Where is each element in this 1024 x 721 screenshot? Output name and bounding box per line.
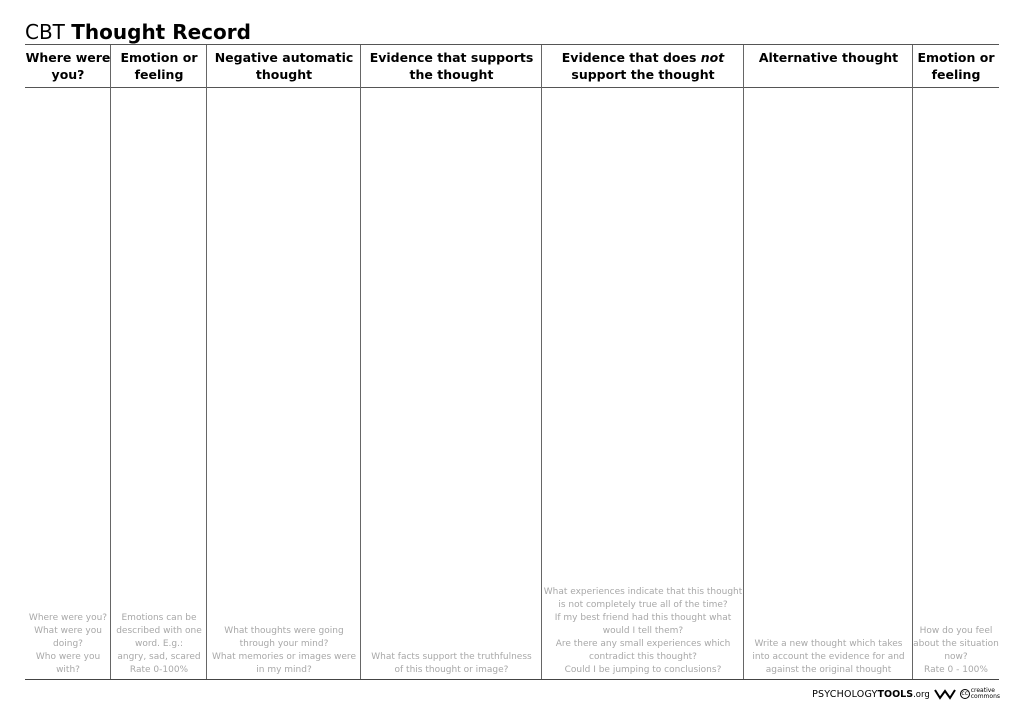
column-hint: What thoughts were going through your mind? What memories or images were in my mind? <box>212 626 356 675</box>
emblem-icon <box>934 688 956 700</box>
page-title <box>25 20 251 44</box>
column-hint: Write a new thought which takes into account the evidence for and against the original thought <box>752 639 905 675</box>
column-hint: How do you feel about the situation now? Rate 0 - 100% <box>913 626 999 675</box>
cc-icon: cc <box>961 690 969 697</box>
column-evidence-not-supports[interactable] <box>542 45 744 679</box>
column-header: Evidence that supports the thought <box>369 50 534 82</box>
column-hint: What experiences indicate that this thought is not completely true all of the time? If my best friend had this thought what would I tell them? Are there any small experiences which contradict this thought? Could I be jumping to conclusions? <box>543 587 743 675</box>
column-header <box>542 49 744 83</box>
column-emotion[interactable] <box>111 45 207 679</box>
column-where[interactable] <box>25 45 111 679</box>
column-hint: Where were you? What were you doing? Who were you with? <box>28 613 108 675</box>
brand-part: TOOLS <box>877 688 914 700</box>
header-emphasis: not <box>700 50 725 65</box>
column-header: Emotion or feeling <box>917 50 995 82</box>
column-hint: Emotions can be described with one word. E.g.: angry, sad, scared Rate 0-100% <box>116 613 202 675</box>
column-header: Where were you? <box>25 50 111 82</box>
cc-label: creative commons <box>970 687 1000 700</box>
title-prefix: CBT <box>25 20 65 44</box>
header-part: support the thought <box>571 67 715 82</box>
thought-record-table <box>25 44 999 680</box>
brand-part: PSYCHOLOGY <box>812 688 878 700</box>
column-alternative[interactable] <box>744 45 913 679</box>
creative-commons-badge <box>960 688 1000 700</box>
column-emotion-after[interactable] <box>913 45 999 679</box>
column-hint: What facts support the truthfulness of this thought or image? <box>371 652 532 675</box>
title-main: Thought Record <box>71 20 251 44</box>
table-bottom-rule <box>25 679 999 680</box>
brand-part: .org <box>913 689 930 700</box>
column-evidence-supports[interactable] <box>361 45 542 679</box>
column-negative-thought[interactable] <box>207 45 361 679</box>
brand-logo <box>812 689 930 700</box>
column-header: Emotion or feeling <box>120 50 198 82</box>
column-header: Negative automatic thought <box>214 50 354 82</box>
header-part: Evidence that does <box>561 50 701 65</box>
column-header: Alternative thought <box>758 50 899 65</box>
footer-branding <box>812 686 1000 702</box>
